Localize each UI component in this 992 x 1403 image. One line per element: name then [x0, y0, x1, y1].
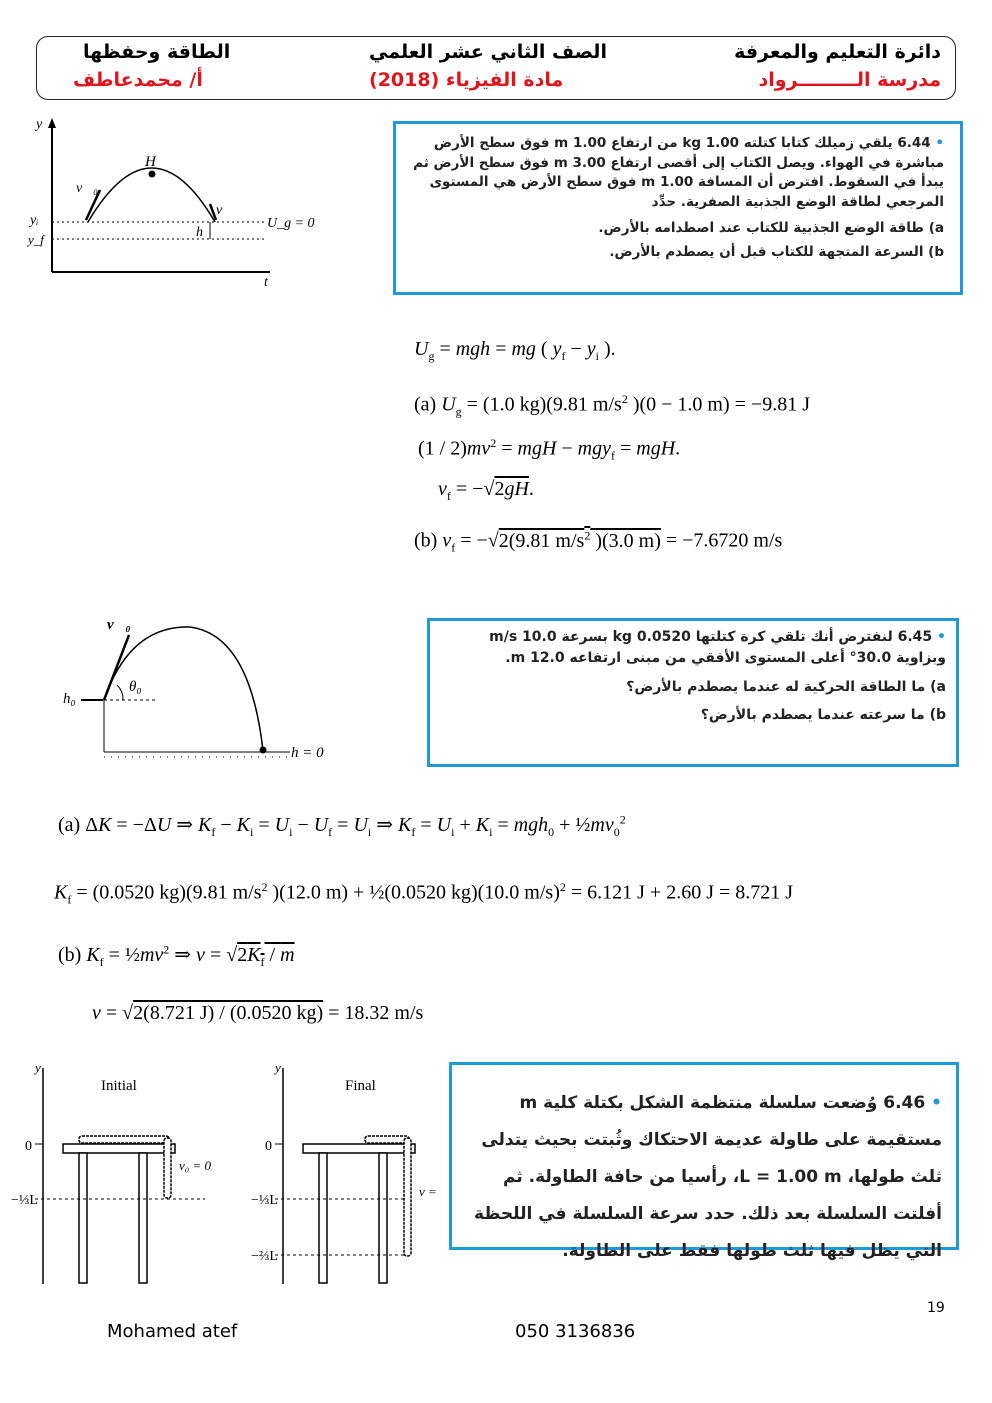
- initial-label: Initial: [101, 1078, 137, 1094]
- header-teacher: أ/ محمدعاطف: [73, 69, 203, 91]
- y-axis-label: y: [36, 117, 43, 132]
- one-third-mark-label: −⅓L: [251, 1193, 278, 1208]
- question-number: 6.46: [883, 1093, 926, 1113]
- t-axis-label: t: [264, 275, 268, 290]
- header-subject: مادة الفيزياء (2018): [369, 69, 564, 91]
- initial-velocity-label: v⃗₀: [76, 181, 98, 196]
- zero-mark-label: 0: [25, 1139, 32, 1154]
- final-label: Final: [345, 1078, 376, 1094]
- solution-equation: $U_g$ = mgh = mg ( $y_f - y_i$ ).: [414, 338, 616, 363]
- solution-equation: $v_f = -√2gH$.: [438, 478, 534, 503]
- footer-phone: 050 3136836: [515, 1321, 636, 1342]
- header-box: [36, 36, 956, 100]
- solution-equation: $(1 / 2)mv^2$ = mgH − mgy$_f$ = mgH.: [418, 436, 681, 463]
- zero-mark-label: 0: [265, 1139, 272, 1154]
- header-topic: الطاقة وحفظها: [83, 41, 231, 63]
- question-text: وُضعت سلسلة منتظمة الشكل بكتلة كلية m مستقيمة على طاولة عديمة الاحتكاك وثُبتت بحيث يتدلى ثلث طولها، L = 1.00 m، رأسيا من حافة الطاولة. ثم أفلتت السلسلة بعد ذلك. حدد سرعة السلسلة في اللحظة التي يظل فيها ثلث طولها فقط على الطاولة.: [474, 1093, 942, 1261]
- solution-equation: v = √2(8.721 J) / (0.0520 kg) = 18.32 m/s: [92, 1002, 424, 1024]
- initial-velocity-label: v⃗₀: [107, 617, 131, 633]
- question-number: 6.44: [897, 135, 931, 151]
- solution-equation: (b) $K_f$ = $\frac{1}{2}mv^2$ ⇒ $v = √2K_f / m$: [58, 942, 295, 969]
- final-state: [251, 1060, 437, 1284]
- initial-velocity-label: v₀ = 0: [179, 1158, 212, 1173]
- question-text: يلقي زميلك كتابا كتلته 1.00 kg من ارتفاع 1.00 m فوق سطح الأرض مباشرة في الهواء. ويصل الكتاب إلى أقصى ارتفاع 3.00 m فوق سطح الأرض ثم يبدأ في السقوط. افترض أن المسافة 1.00 m فوق سطح الأرض هي المستوى المرجعي لطاقة الوضع الجذبية الصفرية. حدِّد: [413, 135, 944, 210]
- question-part-a: a) ما الطاقة الحركية له عندما يصطدم بالأرض؟: [626, 679, 946, 695]
- angle-label: θ₀: [129, 679, 142, 695]
- one-third-mark-label: −⅓L: [11, 1193, 38, 1208]
- initial-state: [11, 1060, 212, 1284]
- header-grade: الصف الثاني عشر العلمي: [369, 41, 607, 63]
- initial-height-label: h₀: [63, 691, 76, 707]
- question-6-46-box: • 6.46 وُضعت سلسلة منتظمة الشكل بكتلة كلية m مستقيمة على طاولة عديمة الاحتكاك وثُبتت بحيث يتدلى ثلث طولها، L = 1.00 m، رأسيا من حافة الطاولة. ثم أفلتت السلسلة بعد ذلك. حدد سرعة السلسلة في اللحظة التي يظل فيها ثلث طولها فقط على الطاولة.: [449, 1062, 959, 1250]
- question-6-44-box: • 6.44 يلقي زميلك كتابا كتلته 1.00 kg من ارتفاع 1.00 m فوق سطح الأرض مباشرة في الهواء. ويصل الكتاب إلى أقصى ارتفاع 3.00 m فوق سطح الأرض ثم يبدأ في السقوط. افترض أن المسافة 1.00 m فوق سطح الأرض هي المستوى المرجعي لطاقة الوضع الجذبية الصفرية. حدِّد a) طاقة الوضع الجذبية للكتاب عند اصطدامه بالأرض. b) السرعة المتجهة للكتاب قبل أن يصطدم بالأرض.: [393, 121, 963, 295]
- question-6-45-box: • 6.45 لنفترض أنك تلقي كرة كتلتها 0.0520 kg بسرعة 10.0 m/s وبزاوية 30.0° أعلى المستوى الأفقي من مبنى ارتفاعه 12.0 m. a) ما الطاقة الحركية له عندما يصطدم بالأرض؟ b) ما سرعته عندما يصطدم بالأرض؟: [427, 618, 959, 767]
- solution-equation: (a) $U_g = (1.0$ kg)(9.81 $m/s^2$ )(0 − 1.0 m) = −9.81 J: [414, 392, 810, 419]
- question-part-b: b) ما سرعته عندما يصطدم بالأرض؟: [700, 707, 946, 723]
- y-axis-label: y: [275, 1060, 281, 1075]
- max-height-label: H: [145, 154, 156, 170]
- header-school: مدرسة الـــــــــرواد: [758, 69, 941, 91]
- question-part-a: a) طاقة الوضع الجذبية للكتاب عند اصطدامه بالأرض.: [598, 220, 944, 236]
- projectile-diagram-ball: [55, 605, 345, 770]
- final-velocity-label: v⃗: [216, 203, 234, 218]
- yf-label: y_f: [28, 232, 44, 247]
- header-department: دائرة التعليم والمعرفة: [734, 41, 941, 63]
- footer-author: Mohamed atef: [107, 1321, 238, 1342]
- y-axis-label: y: [35, 1060, 41, 1075]
- page-number: 19: [927, 1300, 945, 1316]
- final-velocity-label: v =: [419, 1184, 437, 1199]
- chain-on-table-diagram: [5, 1058, 445, 1290]
- solution-equation: $K_f = (0.0520$ kg)(9.81 $m/s^2$ )(12.0 m) + ½(0.0520 kg)(10.0 m/s)$^2$ = 6.121 J + 2.60 J = 8.721 J: [54, 880, 794, 907]
- solution-equation: (b) $v_f = -√2(9.81$ $m/s^2$ )(3.0 m) = −7.6720 m/s: [414, 528, 783, 555]
- two-thirds-mark-label: −⅔L: [251, 1249, 278, 1264]
- question-part-b: b) السرعة المتجهة للكتاب قبل أن يصطدم بالأرض.: [609, 244, 944, 260]
- h-label: h: [196, 225, 203, 240]
- question-number: 6.45: [897, 629, 933, 645]
- projectile-diagram-book: [20, 112, 330, 297]
- question-text: لنفترض أنك تلقي كرة كتلتها 0.0520 kg بسرعة 10.0 m/s وبزاوية 30.0° أعلى المستوى الأفقي من مبنى ارتفاعه 12.0 m.: [489, 629, 946, 666]
- solution-equation: (a) ΔK = −ΔU ⇒ $K_f - K_i = U_i - U_f = U_i$ ⇒ $K_f = U_i + K_i = mgh_0$ + $\frac{1}{2}mv_0^2$: [58, 812, 626, 839]
- ground-label: h = 0: [291, 745, 324, 761]
- yi-label: yᵢ: [30, 213, 39, 228]
- ug-zero-label: U_g = 0: [267, 216, 315, 231]
